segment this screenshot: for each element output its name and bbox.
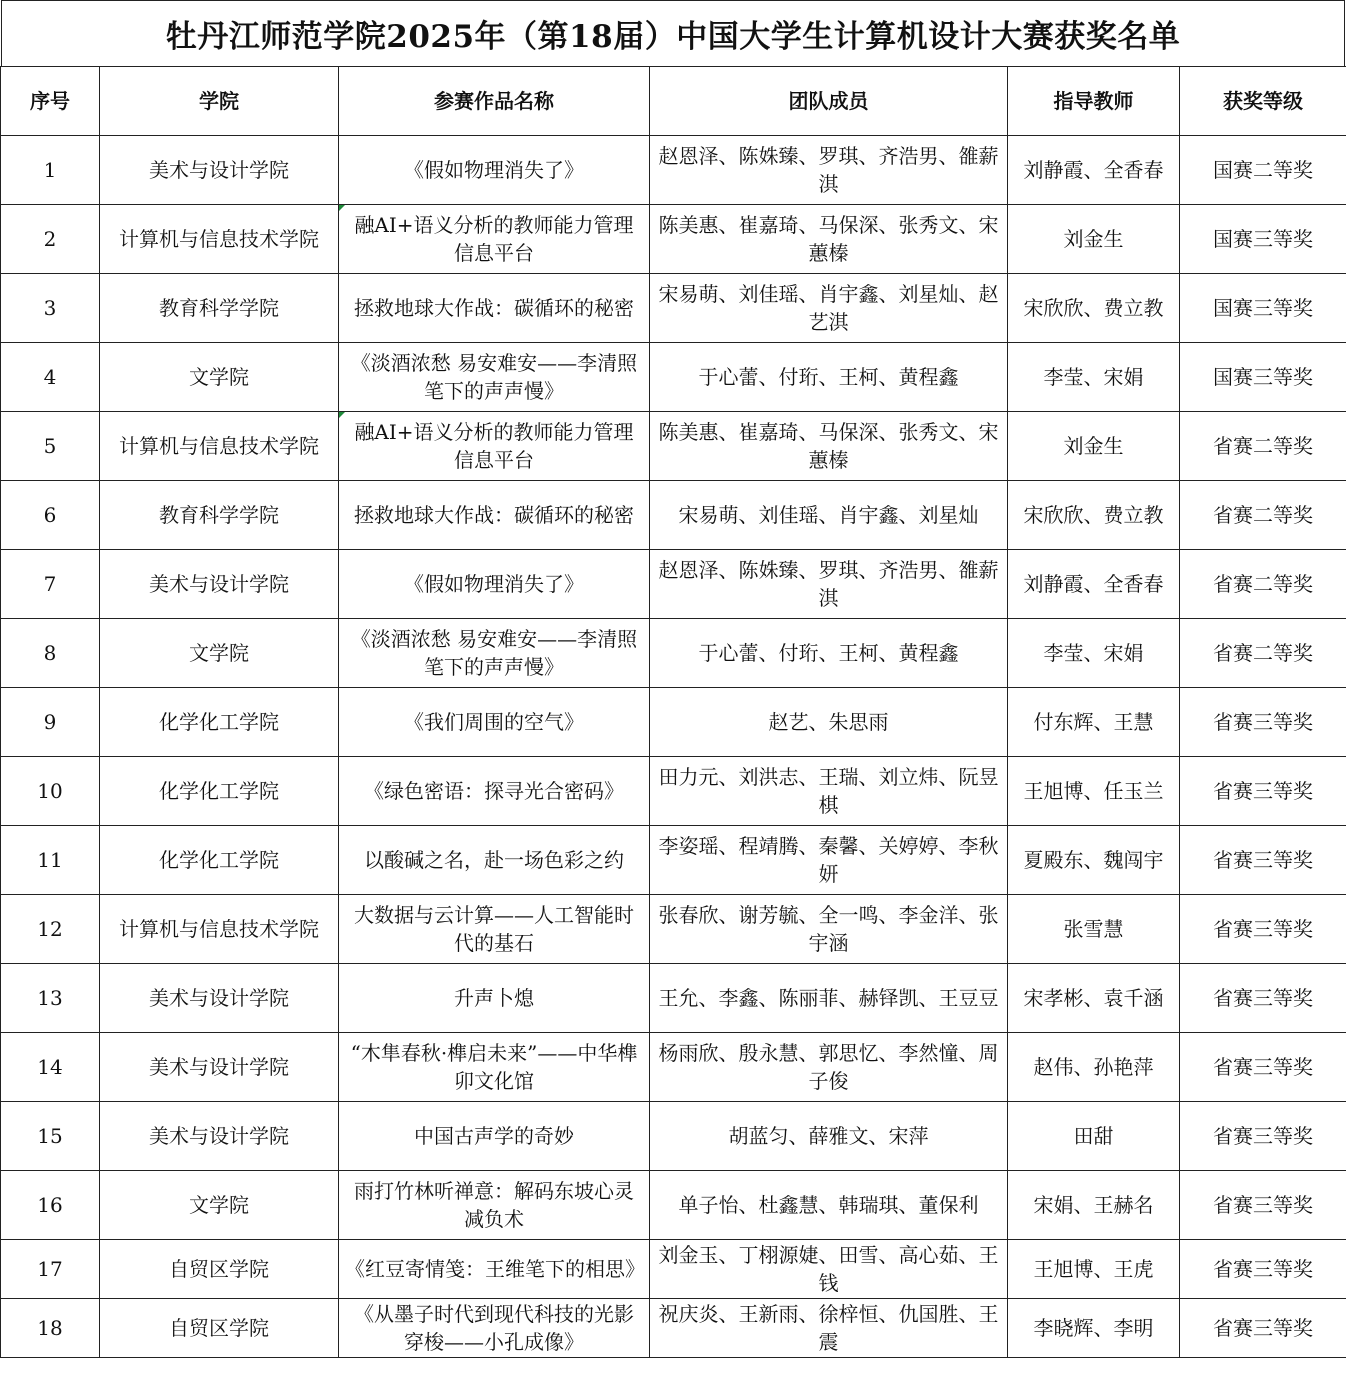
cell-no: 16 <box>1 1171 100 1240</box>
cell-award: 省赛三等奖 <box>1180 964 1346 1033</box>
cell-award: 省赛三等奖 <box>1180 895 1346 964</box>
cell-college: 自贸区学院 <box>100 1299 339 1358</box>
cell-team: 张春欣、谢芳毓、全一鸣、李金洋、张宇涵 <box>650 895 1008 964</box>
cell-advisor: 宋娟、王赫名 <box>1008 1171 1180 1240</box>
cell-work: 拯救地球大作战：碳循环的秘密 <box>339 274 650 343</box>
table-row <box>1 1240 1346 1299</box>
cell-work: 《淡酒浓愁 易安难安——李清照笔下的声声慢》 <box>339 619 650 688</box>
header-cell-advisor: 指导教师 <box>1008 67 1180 136</box>
cell-college: 美术与设计学院 <box>100 550 339 619</box>
header-cell-no: 序号 <box>1 67 100 136</box>
cell-college: 化学化工学院 <box>100 757 339 826</box>
cell-work: 《假如物理消失了》 <box>339 550 650 619</box>
cell-team: 刘金玉、丁栩源婕、田雪、高心茹、王钱 <box>650 1240 1008 1299</box>
cell-award: 省赛三等奖 <box>1180 688 1346 757</box>
cell-no: 6 <box>1 481 100 550</box>
cell-team: 赵恩泽、陈姝臻、罗琪、齐浩男、雒薪淇 <box>650 550 1008 619</box>
cell-team: 杨雨欣、殷永慧、郭思忆、李然憧、周子俊 <box>650 1033 1008 1102</box>
cell-advisor: 李晓辉、李明 <box>1008 1299 1180 1358</box>
cell-college: 化学化工学院 <box>100 688 339 757</box>
cell-advisor: 宋欣欣、费立教 <box>1008 274 1180 343</box>
page-title: 牡丹江师范学院2025年（第18届）中国大学生计算机设计大赛获奖名单 <box>1 0 1345 66</box>
cell-advisor: 赵伟、孙艳萍 <box>1008 1033 1180 1102</box>
cell-college: 美术与设计学院 <box>100 1033 339 1102</box>
cell-no: 2 <box>1 205 100 274</box>
cell-college: 美术与设计学院 <box>100 964 339 1033</box>
cell-no: 13 <box>1 964 100 1033</box>
cell-college: 化学化工学院 <box>100 826 339 895</box>
cell-advisor: 夏殿东、魏闯宇 <box>1008 826 1180 895</box>
cell-award: 省赛三等奖 <box>1180 826 1346 895</box>
cell-award: 省赛二等奖 <box>1180 550 1346 619</box>
cell-work: 融AI+语义分析的教师能力管理信息平台 <box>339 412 650 481</box>
cell-advisor: 刘金生 <box>1008 412 1180 481</box>
cell-team: 于心蕾、付珩、王柯、黄程鑫 <box>650 343 1008 412</box>
cell-college: 美术与设计学院 <box>100 136 339 205</box>
cell-work: 《我们周围的空气》 <box>339 688 650 757</box>
cell-work: 升声卜熄 <box>339 964 650 1033</box>
table-row <box>1 964 1346 1033</box>
cell-work: 中国古声学的奇妙 <box>339 1102 650 1171</box>
cell-no: 18 <box>1 1299 100 1358</box>
cell-team: 陈美惠、崔嘉琦、马保深、张秀文、宋蕙榛 <box>650 412 1008 481</box>
cell-advisor: 刘静霞、全香春 <box>1008 550 1180 619</box>
cell-team: 胡蓝匀、薛雅文、宋萍 <box>650 1102 1008 1171</box>
cell-award: 省赛三等奖 <box>1180 1240 1346 1299</box>
table-row <box>1 619 1346 688</box>
cell-award: 省赛三等奖 <box>1180 757 1346 826</box>
cell-award: 国赛三等奖 <box>1180 343 1346 412</box>
cell-award: 国赛二等奖 <box>1180 136 1346 205</box>
cell-work: 《从墨子时代到现代科技的光影穿梭——小孔成像》 <box>339 1299 650 1358</box>
cell-team: 单子怡、杜鑫慧、韩瑞琪、董保利 <box>650 1171 1008 1240</box>
cell-advisor: 李莹、宋娟 <box>1008 343 1180 412</box>
cell-work: 融AI+语义分析的教师能力管理信息平台 <box>339 205 650 274</box>
cell-no: 1 <box>1 136 100 205</box>
cell-college: 文学院 <box>100 619 339 688</box>
cell-college: 计算机与信息技术学院 <box>100 205 339 274</box>
table-row <box>1 757 1346 826</box>
cell-team: 田力元、刘洪志、王瑞、刘立炜、阮昱棋 <box>650 757 1008 826</box>
cell-award: 国赛三等奖 <box>1180 274 1346 343</box>
cell-work: 雨打竹林听禅意：解码东坡心灵减负术 <box>339 1171 650 1240</box>
cell-work: 《假如物理消失了》 <box>339 136 650 205</box>
table-row <box>1 274 1346 343</box>
cell-advisor: 刘金生 <box>1008 205 1180 274</box>
table-row <box>1 550 1346 619</box>
cell-work: 拯救地球大作战：碳循环的秘密 <box>339 481 650 550</box>
cell-advisor: 王旭博、任玉兰 <box>1008 757 1180 826</box>
table-row <box>1 481 1346 550</box>
table-row <box>1 826 1346 895</box>
table-header-row <box>1 67 1346 136</box>
cell-no: 3 <box>1 274 100 343</box>
cell-work: 《淡酒浓愁 易安难安——李清照笔下的声声慢》 <box>339 343 650 412</box>
cell-no: 17 <box>1 1240 100 1299</box>
cell-college: 教育科学学院 <box>100 274 339 343</box>
table-body <box>1 136 1346 1358</box>
table-row <box>1 1171 1346 1240</box>
cell-college: 自贸区学院 <box>100 1240 339 1299</box>
cell-college: 计算机与信息技术学院 <box>100 895 339 964</box>
cell-award: 省赛二等奖 <box>1180 481 1346 550</box>
cell-team: 宋易萌、刘佳瑶、肖宇鑫、刘星灿、赵艺淇 <box>650 274 1008 343</box>
header-cell-work: 参赛作品名称 <box>339 67 650 136</box>
cell-team: 王允、李鑫、陈丽菲、赫铎凯、王豆豆 <box>650 964 1008 1033</box>
cell-no: 5 <box>1 412 100 481</box>
cell-college: 文学院 <box>100 1171 339 1240</box>
cell-team: 陈美惠、崔嘉琦、马保深、张秀文、宋蕙榛 <box>650 205 1008 274</box>
cell-award: 省赛三等奖 <box>1180 1299 1346 1358</box>
cell-work: 大数据与云计算——人工智能时代的基石 <box>339 895 650 964</box>
cell-award: 国赛三等奖 <box>1180 205 1346 274</box>
cell-college: 计算机与信息技术学院 <box>100 412 339 481</box>
header-cell-college: 学院 <box>100 67 339 136</box>
cell-work: 以酸碱之名，赴一场色彩之约 <box>339 826 650 895</box>
cell-advisor: 李莹、宋娟 <box>1008 619 1180 688</box>
cell-college: 教育科学学院 <box>100 481 339 550</box>
cell-team: 祝庆炎、王新雨、徐梓恒、仇国胜、王震 <box>650 1299 1008 1358</box>
cell-team: 李姿瑶、程靖腾、秦馨、关婷婷、李秋妍 <box>650 826 1008 895</box>
cell-award: 省赛三等奖 <box>1180 1102 1346 1171</box>
cell-no: 11 <box>1 826 100 895</box>
header-cell-team: 团队成员 <box>650 67 1008 136</box>
cell-no: 14 <box>1 1033 100 1102</box>
cell-award: 省赛二等奖 <box>1180 619 1346 688</box>
cell-no: 12 <box>1 895 100 964</box>
cell-no: 15 <box>1 1102 100 1171</box>
table-row <box>1 1102 1346 1171</box>
cell-no: 10 <box>1 757 100 826</box>
cell-advisor: 宋欣欣、费立教 <box>1008 481 1180 550</box>
cell-no: 7 <box>1 550 100 619</box>
cell-award: 省赛二等奖 <box>1180 412 1346 481</box>
cell-advisor: 刘静霞、全香春 <box>1008 136 1180 205</box>
table-row <box>1 688 1346 757</box>
cell-no: 4 <box>1 343 100 412</box>
cell-team: 宋易萌、刘佳瑶、肖宇鑫、刘星灿 <box>650 481 1008 550</box>
table-row <box>1 343 1346 412</box>
table-row <box>1 205 1346 274</box>
table-row <box>1 1033 1346 1102</box>
cell-advisor: 王旭博、王虎 <box>1008 1240 1180 1299</box>
cell-college: 文学院 <box>100 343 339 412</box>
cell-advisor: 田甜 <box>1008 1102 1180 1171</box>
cell-work: 《绿色密语：探寻光合密码》 <box>339 757 650 826</box>
cell-team: 赵艺、朱思雨 <box>650 688 1008 757</box>
cell-award: 省赛三等奖 <box>1180 1033 1346 1102</box>
cell-advisor: 付东辉、王慧 <box>1008 688 1180 757</box>
table-row <box>1 895 1346 964</box>
cell-award: 省赛三等奖 <box>1180 1171 1346 1240</box>
cell-advisor: 宋孝彬、袁千涵 <box>1008 964 1180 1033</box>
cell-team: 赵恩泽、陈姝臻、罗琪、齐浩男、雒薪淇 <box>650 136 1008 205</box>
cell-college: 美术与设计学院 <box>100 1102 339 1171</box>
table-row <box>1 412 1346 481</box>
cell-no: 8 <box>1 619 100 688</box>
header-cell-award: 获奖等级 <box>1180 67 1346 136</box>
table-row <box>1 136 1346 205</box>
cell-no: 9 <box>1 688 100 757</box>
table-row <box>1 1299 1346 1358</box>
cell-work: “木隼春秋·榫启未来”——中华榫卯文化馆 <box>339 1033 650 1102</box>
cell-team: 于心蕾、付珩、王柯、黄程鑫 <box>650 619 1008 688</box>
cell-work: 《红豆寄情笺：王维笔下的相思》 <box>339 1240 650 1299</box>
cell-advisor: 张雪慧 <box>1008 895 1180 964</box>
award-table <box>0 66 1346 1358</box>
